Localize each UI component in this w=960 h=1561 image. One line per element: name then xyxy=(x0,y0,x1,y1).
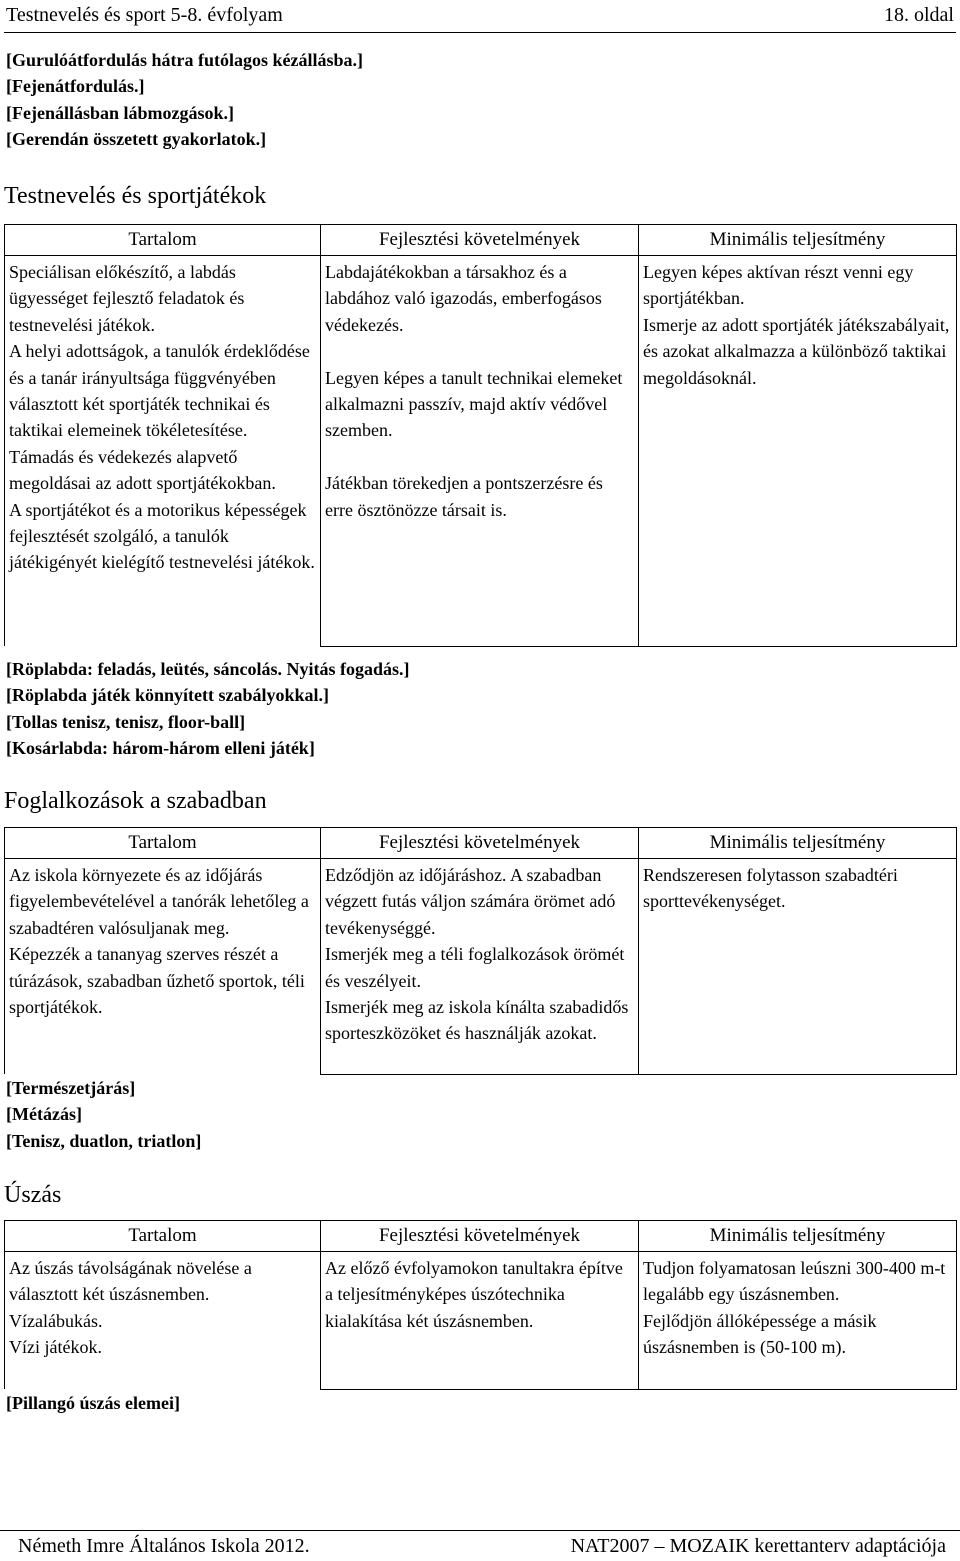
column-header: Minimális teljesítmény xyxy=(639,225,957,256)
table-szabadban xyxy=(4,827,957,1075)
column-header: Tartalom xyxy=(5,225,321,256)
extra-item: [Kosárlabda: három-három elleni játék] xyxy=(6,738,315,759)
minimum-cell xyxy=(639,859,957,1075)
requirement-paragraph: Az előző évfolyamokon tanultakra építve a teljesítményképes úszótechnika kialakítása két úszásnemben. xyxy=(325,1258,623,1331)
table-uszas xyxy=(4,1220,957,1390)
content-cell xyxy=(5,1252,321,1390)
extra-list xyxy=(6,1390,180,1416)
table-row xyxy=(5,1252,957,1390)
requirements-cell xyxy=(321,859,639,1075)
running-header xyxy=(6,2,954,28)
content-paragraph: Képezzék a tananyag szerves részét a túrázások, szabadban űzhető sportok, téli sportjátékok. xyxy=(9,944,305,1018)
requirements-cell xyxy=(321,1252,639,1390)
extra-item: [Pillangó úszás elemei] xyxy=(6,1393,180,1413)
extra-list xyxy=(6,1075,201,1154)
table-sportjatekok xyxy=(4,224,957,647)
table-header-row xyxy=(5,1221,957,1252)
extra-item: [Röplabda: feladás, leütés, sáncolás. Nyitás fogadás.] xyxy=(6,659,410,679)
extra-item: [Tollas tenisz, tenisz, floor-ball] xyxy=(6,711,246,732)
section-title-uszas: Úszás xyxy=(4,1182,62,1208)
running-footer xyxy=(18,1533,946,1559)
minimum-paragraph: Rendszeresen folytasson szabadtéri sporttevékenységet. xyxy=(643,865,898,912)
requirement-paragraph: Játékban törekedjen a pontszerzésre és erre ösztönözze társait is. xyxy=(325,473,603,520)
content-cell xyxy=(5,256,321,647)
content-cell xyxy=(5,859,321,1075)
extra-item: [Métázás] xyxy=(6,1104,82,1125)
extra-list xyxy=(6,656,410,762)
content-paragraph: A helyi adottságok, a tanulók érdeklődése és a tanár irányultsága függvényében választott két sportjáték technikai és taktikai elemeinek tökéletesítése. xyxy=(9,341,310,441)
column-header: Tartalom xyxy=(5,1221,321,1252)
table-header-row xyxy=(5,225,957,256)
minimum-paragraph: Fejlődjön állóképessége a másik úszásnemben is (50-100 m). xyxy=(643,1310,877,1358)
minimum-cell xyxy=(639,256,957,647)
content-paragraph: Támadás és védekezés alapvető megoldásai az adott sportjátékokban. xyxy=(9,446,276,494)
intro-list xyxy=(6,47,363,153)
column-header: Minimális teljesítmény xyxy=(639,828,957,859)
section-title-szabadban: Foglalkozások a szabadban xyxy=(4,788,267,814)
page-number: 18. oldal xyxy=(884,3,954,26)
header-rule xyxy=(4,32,956,33)
extra-item: [Tenisz, duatlon, triatlon] xyxy=(6,1130,202,1151)
minimum-paragraph: Ismerje az adott sportjáték játékszabályait, és azokat alkalmazza a különböző taktikai megoldásoknál. xyxy=(643,314,950,388)
table-row xyxy=(5,256,957,647)
column-header: Fejlesztési követelmények xyxy=(321,828,639,859)
table-row xyxy=(5,859,957,1075)
content-paragraph: Speciálisan előkészítő, a labdás ügyességet fejlesztő feladatok és testnevelési játékok. xyxy=(9,262,245,335)
column-header: Fejlesztési követelmények xyxy=(321,225,639,256)
intro-item: [Fejenátfordulás.] xyxy=(6,76,145,97)
section-title-sportjatekok: Testnevelés és sportjátékok xyxy=(4,183,267,209)
content-paragraph: Az úszás távolságának növelése a választott két úszásnemben. xyxy=(9,1258,252,1305)
column-header: Tartalom xyxy=(5,828,321,859)
column-header: Minimális teljesítmény xyxy=(639,1221,957,1252)
requirement-paragraph: Edződjön az időjáráshoz. A szabadban végzett futás váljon számára örömet adó tevékenységgé. xyxy=(325,865,616,938)
content-paragraph: Az iskola környezete és az időjárás figyelembevételével a tanórák lehetőleg a szabadtéren valósuljanak meg. xyxy=(9,865,309,938)
intro-item: [Gerendán összetett gyakorlatok.] xyxy=(6,129,267,150)
extra-item: [Természetjárás] xyxy=(6,1078,136,1098)
minimum-paragraph: Tudjon folyamatosan leúszni 300-400 m-t legalább egy úszásnemben. xyxy=(643,1258,946,1305)
minimum-paragraph: Legyen képes aktívan részt venni egy sportjátékban. xyxy=(643,262,914,309)
footer-rule xyxy=(0,1530,960,1531)
footer-curriculum: NAT2007 – MOZAIK kerettanterv adaptációja xyxy=(570,1534,946,1557)
table-header-row xyxy=(5,828,957,859)
requirement-paragraph: Legyen képes a tanult technikai elemeket alkalmazni passzív, majd aktív védővel szemben. xyxy=(325,367,623,441)
requirement-paragraph: Ismerjék meg az iskola kínálta szabadidős sporteszközöket és használják azokat. xyxy=(325,997,629,1044)
minimum-cell xyxy=(639,1252,957,1390)
extra-item: [Röplabda játék könnyített szabályokkal.] xyxy=(6,685,330,706)
intro-item: [Gurulóátfordulás hátra futólagos kézállásba.] xyxy=(6,50,364,70)
content-paragraph: A sportjátékot és a motorikus képességek fejlesztését szolgáló, a tanulók játékigényét kielégítő testnevelési játékok. xyxy=(9,499,315,573)
content-paragraph: Vízalábukás. xyxy=(9,1310,103,1331)
footer-school: Németh Imre Általános Iskola 2012. xyxy=(18,1534,310,1557)
requirement-paragraph: Ismerjék meg a téli foglalkozások örömét és veszélyeit. xyxy=(325,944,625,991)
requirements-cell xyxy=(321,256,639,647)
requirement-paragraph: Labdajátékokban a társakhoz és a labdához való igazodás, emberfogásos védekezés. xyxy=(325,262,602,335)
content-paragraph: Vízi játékok. xyxy=(9,1337,102,1358)
intro-item: [Fejenállásban lábmozgások.] xyxy=(6,102,235,123)
document-title: Testnevelés és sport 5-8. évfolyam xyxy=(6,3,283,26)
column-header: Fejlesztési követelmények xyxy=(321,1221,639,1252)
